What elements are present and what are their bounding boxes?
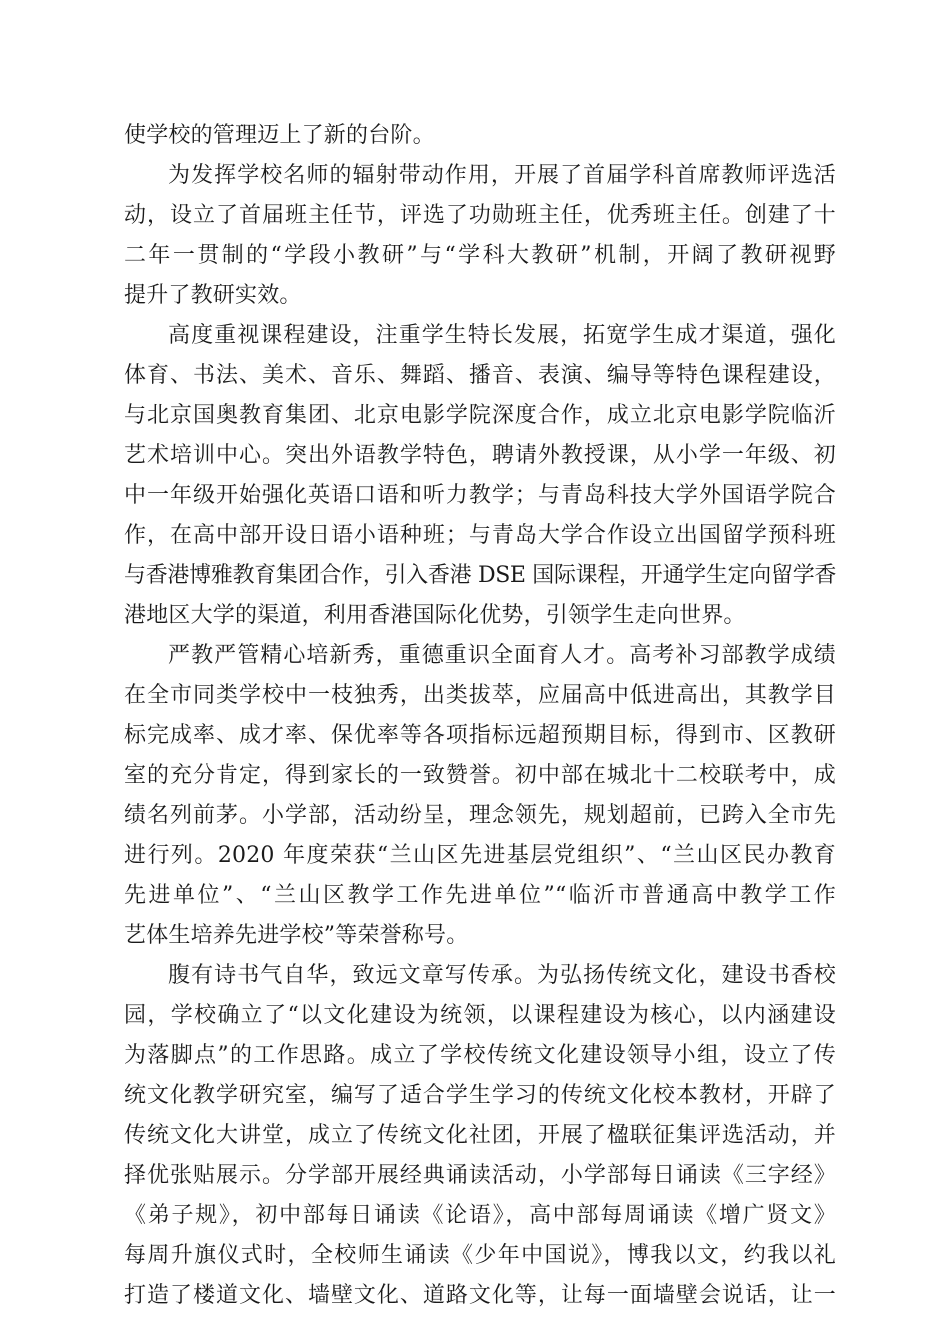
text-line: 二年一贯制的“学段小教研”与“学科大教研”机制，开阔了教研视野 bbox=[124, 243, 836, 268]
text-line: 每周升旗仪式时，全校师生诵读《少年中国说》，博我以文，约我以礼 bbox=[124, 1243, 836, 1268]
text-line: 统文化教学研究室，编写了适合学生学习的传统文化校本教材，开辟了 bbox=[124, 1083, 836, 1108]
text-line: 艺体生培养先进学校”等荣誉称号。 bbox=[124, 923, 469, 948]
text-line: 室的充分肯定，得到家长的一致赞誉。初中部在城北十二校联考中，成 bbox=[124, 763, 836, 788]
text-line: 腹有诗书气自华，致远文章写传承。为弘扬传统文化，建设书香校 bbox=[168, 963, 836, 988]
text-line: 择优张贴展示。分学部开展经典诵读活动，小学部每日诵读《三字经》 bbox=[124, 1163, 836, 1188]
text-line: 中一年级开始强化英语口语和听力教学；与青岛科技大学外国语学院合 bbox=[124, 483, 836, 508]
text-line: 在全市同类学校中一枝独秀，出类拔萃，应届高中低进高出，其教学目 bbox=[124, 683, 836, 708]
text-line: 动，设立了首届班主任节，评选了功勋班主任，优秀班主任。创建了十 bbox=[124, 203, 836, 228]
text-line: 港地区大学的渠道，利用香港国际化优势，引领学生走向世界。 bbox=[124, 603, 746, 628]
text-line: 传统文化大讲堂，成立了传统文化社团，开展了楹联征集评选活动，并 bbox=[124, 1123, 836, 1148]
text-line: 艺术培训中心。突出外语教学特色，聘请外教授课，从小学一年级、初 bbox=[124, 443, 836, 468]
text-line: 严教严管精心培新秀，重德重识全面育人才。高考补习部教学成绩 bbox=[168, 643, 836, 668]
text-line: 园，学校确立了“以文化建设为统领，以课程建设为核心，以内涵建设 bbox=[124, 1003, 836, 1028]
body-text bbox=[124, 116, 836, 1316]
text-line: 打造了楼道文化、墙壁文化、道路文化等，让每一面墙壁会说话，让一 bbox=[124, 1283, 836, 1308]
text-line: 高度重视课程建设，注重学生特长发展，拓宽学生成才渠道，强化 bbox=[168, 323, 836, 348]
text-line: 绩名列前茅。小学部，活动纷呈，理念领先，规划超前，已跨入全市先 bbox=[124, 803, 836, 828]
text-line: 先进单位”、“兰山区教学工作先进单位”“临沂市普通高中教学工作 bbox=[124, 883, 836, 908]
text-line: 使学校的管理迈上了新的台阶。 bbox=[124, 123, 435, 148]
text-line: 《弟子规》，初中部每日诵读《论语》，高中部每周诵读《增广贤文》 bbox=[124, 1203, 836, 1228]
text-line: 标完成率、成才率、保优率等各项指标远超预期目标，得到市、区教研 bbox=[124, 723, 836, 748]
text-line: 作，在高中部开设日语小语种班；与青岛大学合作设立出国留学预科班 bbox=[124, 523, 836, 548]
text-line: 与北京国奥教育集团、北京电影学院深度合作，成立北京电影学院临沂 bbox=[124, 403, 836, 428]
text-line: 提升了教研实效。 bbox=[124, 283, 302, 308]
text-line: 为落脚点”的工作思路。成立了学校传统文化建设领导小组，设立了传 bbox=[124, 1043, 836, 1068]
text-line: 为发挥学校名师的辐射带动作用，开展了首届学科首席教师评选活 bbox=[168, 163, 836, 188]
text-line: 与香港博雅教育集团合作，引入香港 DSE 国际课程，开通学生定向留学香 bbox=[124, 563, 836, 588]
text-line: 体育、书法、美术、音乐、舞蹈、播音、表演、编导等特色课程建设， bbox=[124, 363, 836, 388]
text-line: 进行列。2020 年度荣获“兰山区先进基层党组织”、“兰山区民办教育 bbox=[124, 843, 836, 868]
